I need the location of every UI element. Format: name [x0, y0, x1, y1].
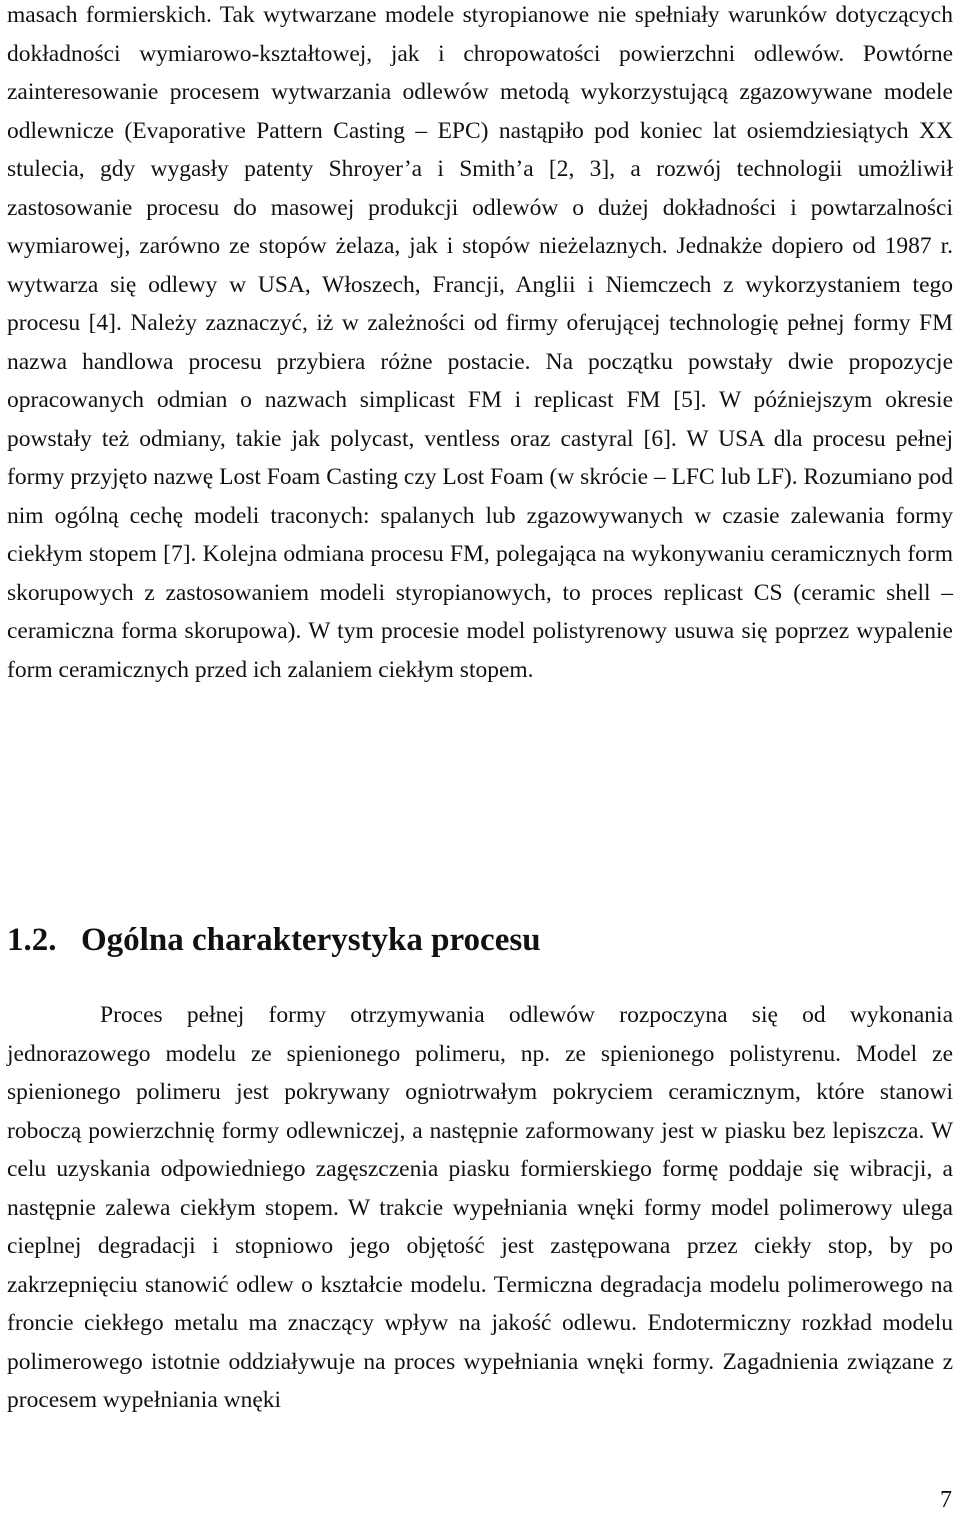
section-number: 1.2. — [7, 922, 57, 958]
body-paragraph-2: Proces pełnej formy otrzymywania odlewów rozpoczyna się od wykonania jednorazowego modelu ze spienionego polimeru, np. ze spienionego polistyrenu. Model ze spienionego polimeru jest pokrywany ogniotrwałym pokryciem ceramicznym, które stanowi roboczą powierzchnię formy odlewniczej, a następnie zaformowany jest w piasku bez lepiszcza. W celu uzyskania odpowiedniego zagęszczenia piasku formierskiego formę poddaje się wibracji, a następnie zalewa ciekłym stopem. W trakcie wypełniania wnęki formy model polimerowy ulega cieplnej degradacji i stopniowo jego objętość jest zastępowana przez ciekły stop, by po zakrzepnięciu stanowić odlew o kształcie modelu. Termiczna degradacja modelu polimerowego na froncie ciekłego metalu ma znaczący wpływ na jakość odlewu. Endotermiczny rozkład modelu polimerowego istotnie oddziaływuje na proces wypełniania wnęki formy. Zagadnienia związane z procesem wypełniania wnęki — [7, 1002, 953, 1413]
section-heading — [7, 918, 541, 962]
section-title: Ogólna charakterystyka procesu — [81, 922, 541, 958]
body-paragraph-1: masach formierskich. Tak wytwarzane modele styropianowe nie spełniały warunków dotyczących dokładności wymiarowo-kształtowej, jak i chropowatości powierzchni odlewów. Powtórne zainteresowanie procesem wytwarzania odlewów metodą wykorzystującą zgazowywane modele odlewnicze (Evaporative Pattern Casting – EPC) nastąpiło pod koniec lat osiemdziesiątych XX stulecia, gdy wygasły patenty Shroyer’a i Smith’a [2, 3], a rozwój technologii umożliwił zastosowanie procesu do masowej produkcji odlewów o dużej dokładności i powtarzalności wymiarowej, zarówno ze stopów żelaza, jak i stopów nieżelaznych. Jednakże dopiero od 1987 r. wytwarza się odlewy w USA, Włoszech, Francji, Anglii i Niemczech z wykorzystaniem tego procesu [4]. Należy zaznaczyć, iż w zależności od firmy oferującej technologię pełnej formy FM nazwa handlowa procesu przybiera różne postacie. Na początku powstały dwie propozycje opracowanych odmian o nazwach simplicast FM i replicast FM [5]. W późniejszym okresie powstały też odmiany, takie jak polycast, ventless oraz castyral [6]. W USA dla procesu pełnej formy przyjęto nazwę Lost Foam Casting czy Lost Foam (w skrócie – LFC lub LF). Rozumiano pod nim ogólną cechę modeli traconych: spalanych lub zgazowywanych w czasie zalewania formy ciekłym stopem [7]. Kolejna odmiana procesu FM, polegająca na wykonywaniu ceramicznych form skorupowych z zastosowaniem modeli styropianowych, to proces replicast CS (ceramic shell – ceramiczna forma skorupowa). W tym procesie model polistyrenowy usuwa się poprzez wypalenie form ceramicznych przed ich zalaniem ciekłym stopem. — [7, 2, 953, 683]
page-number: 7 — [940, 1487, 952, 1513]
